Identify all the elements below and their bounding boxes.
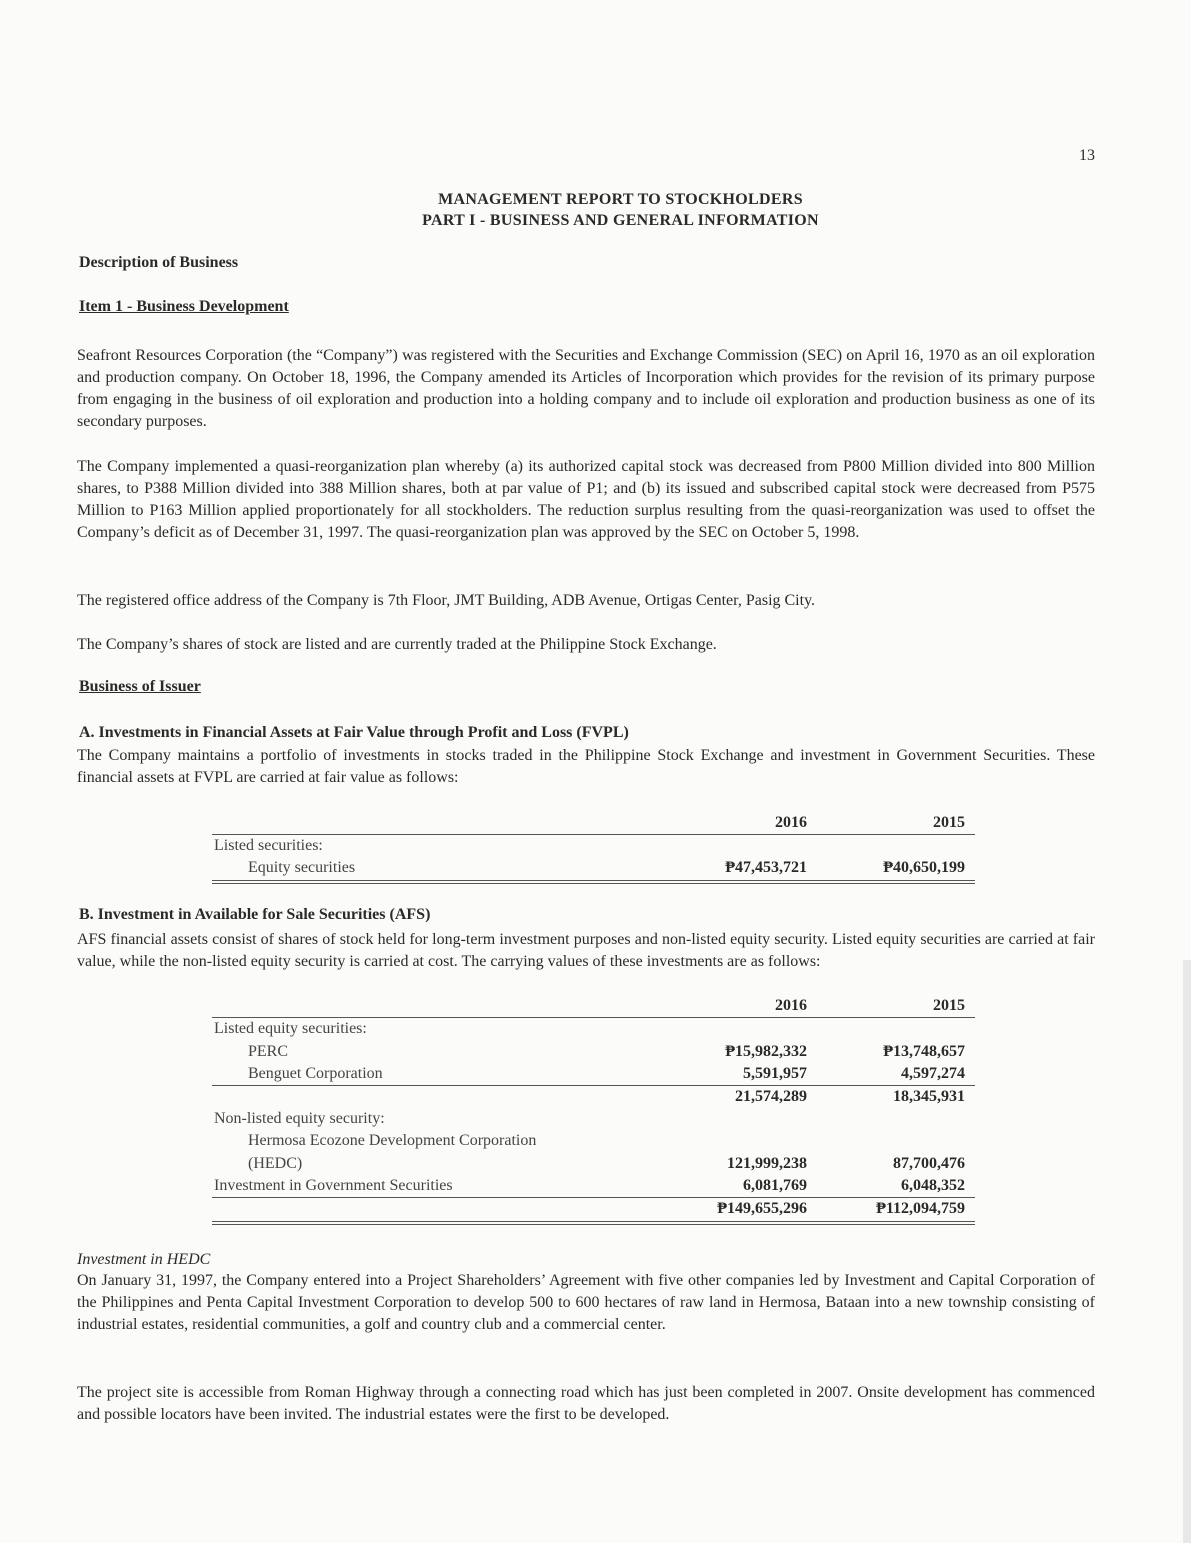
perc-2016: ₱15,982,332 (725, 1043, 807, 1060)
section-a-title: A. Investments in Financial Assets at Fair Value through Profit and Loss (FVPL) (79, 724, 629, 741)
table-row (212, 1130, 975, 1152)
col-2015-header: 2015 (933, 997, 965, 1014)
quasi-reorganization-paragraph: The Company implemented a quasi-reorganization plan whereby (a) its authorized capital stock was decreased from P800 Million divided into 800 Million shares, to P388 Million divided into 388 Million shares, both at par value of P1; and (b) its issued and subscribed capital stock were decreased from P575 Million to P163 Million applied proportionately for all stockholders. The reduction surplus resulting from the quasi-reorganization was used to offset the Company’s deficit as of December 31, 1997. The quasi-reorganization plan was approved by the SEC on October 5, 1998. (77, 458, 1095, 541)
table-row (212, 857, 975, 879)
section-a-text: The Company maintains a portfolio of investments in stocks traded in the Philippine Stock Exchange and investment in Government Securities. These financial assets at FVPL are carried at fair value as follows: (77, 747, 1095, 786)
benguet-label: Benguet Corporation (248, 1065, 383, 1082)
hedc-section-title: Investment in HEDC (77, 1251, 211, 1268)
table-row (212, 1108, 975, 1130)
table-row (212, 835, 975, 857)
report-title: MANAGEMENT REPORT TO STOCKHOLDERS (438, 191, 803, 208)
subtotal-2016: 21,574,289 (735, 1088, 807, 1105)
table-row (212, 1198, 975, 1220)
business-development-paragraph: Seafront Resources Corporation (the “Company”) was registered with the Securities and Exchange Commission (SEC) on April 16, 1970 as an oil exploration and production company. On October 18, 1996, the Company amended its Articles of Incorporation which provides for the revision of its primary purpose from engaging in the business of oil exploration and production into a holding company and to include oil exploration and production business as one of its secondary purposes. (77, 347, 1095, 430)
table-row (212, 1063, 975, 1085)
govt-2016: 6,081,769 (743, 1177, 807, 1194)
listed-equity-label: Listed equity securities: (214, 1020, 367, 1037)
table-row (212, 1041, 975, 1063)
total-double-rule (212, 880, 975, 884)
hedc-2015: 87,700,476 (893, 1155, 965, 1172)
group-label: Listed securities: (214, 837, 323, 854)
listing-paragraph: The Company’s shares of stock are listed and are currently traded at the Philippine Stock Exchange. (77, 636, 717, 653)
table-row (212, 1153, 975, 1175)
table-row (212, 1175, 975, 1197)
hedc-paragraph-1: On January 31, 1997, the Company entered into a Project Shareholders’ Agreement with five other companies led by Investment and Capital Corporation of the Philippines and Penta Capital Investment Corporation to develop 500 to 600 hectares of raw land in Hermosa, Bataan into a new township consisting of industrial estates, residential communities, a golf and country club and a commercial center. (77, 1272, 1095, 1333)
col-2015-header: 2015 (933, 814, 965, 831)
page-number: 13 (1079, 147, 1095, 164)
hedc-paragraph-2: The project site is accessible from Roman Highway through a connecting road which has just been completed in 2007. Onsite development has commenced and possible locators have been invited. The industrial estates were the first to be developed. (77, 1384, 1095, 1423)
col-2016-header: 2016 (775, 814, 807, 831)
hedc-2016: 121,999,238 (727, 1155, 807, 1172)
subtotal-2015: 18,345,931 (893, 1088, 965, 1105)
table-header-row (212, 995, 975, 1017)
value-2016: ₱47,453,721 (725, 859, 807, 876)
benguet-2016: 5,591,957 (743, 1065, 807, 1082)
perc-label: PERC (248, 1043, 289, 1060)
table-row (212, 1018, 975, 1040)
benguet-2015: 4,597,274 (901, 1065, 965, 1082)
total-2015: ₱112,094,759 (876, 1200, 965, 1217)
value-2015: ₱40,650,199 (883, 859, 965, 876)
govt-2015: 6,048,352 (901, 1177, 965, 1194)
item1-heading: Item 1 - Business Development (79, 298, 289, 315)
business-of-issuer-heading: Business of Issuer (79, 678, 201, 695)
total-2016: ₱149,655,296 (717, 1200, 807, 1217)
table-header-row (212, 812, 975, 834)
govt-securities-label: Investment in Government Securities (214, 1177, 453, 1194)
hermosa-label: Hermosa Ecozone Development Corporation (248, 1132, 537, 1149)
nonlisted-label: Non-listed equity security: (214, 1110, 385, 1127)
section-b-title: B. Investment in Available for Sale Securities (AFS) (79, 906, 431, 923)
report-subtitle: PART I - BUSINESS AND GENERAL INFORMATION (422, 212, 819, 229)
section-b-text: AFS financial assets consist of shares of stock held for long-term investment purposes and non-listed equity security. Listed equity securities are carried at fair value, while the non-listed equity security is carried at cost. The carrying values of these investments are as follows: (77, 931, 1095, 970)
scan-edge-shadow (1183, 960, 1191, 1543)
perc-2015: ₱13,748,657 (883, 1043, 965, 1060)
row-label: Equity securities (248, 859, 356, 876)
office-address-paragraph: The registered office address of the Company is 7th Floor, JMT Building, ADB Avenue, Ortigas Center, Pasig City. (77, 592, 816, 609)
col-2016-header: 2016 (775, 997, 807, 1014)
hedc-label: (HEDC) (248, 1155, 303, 1172)
total-double-rule (212, 1221, 975, 1225)
table-row (212, 1086, 975, 1108)
description-heading: Description of Business (79, 254, 239, 271)
